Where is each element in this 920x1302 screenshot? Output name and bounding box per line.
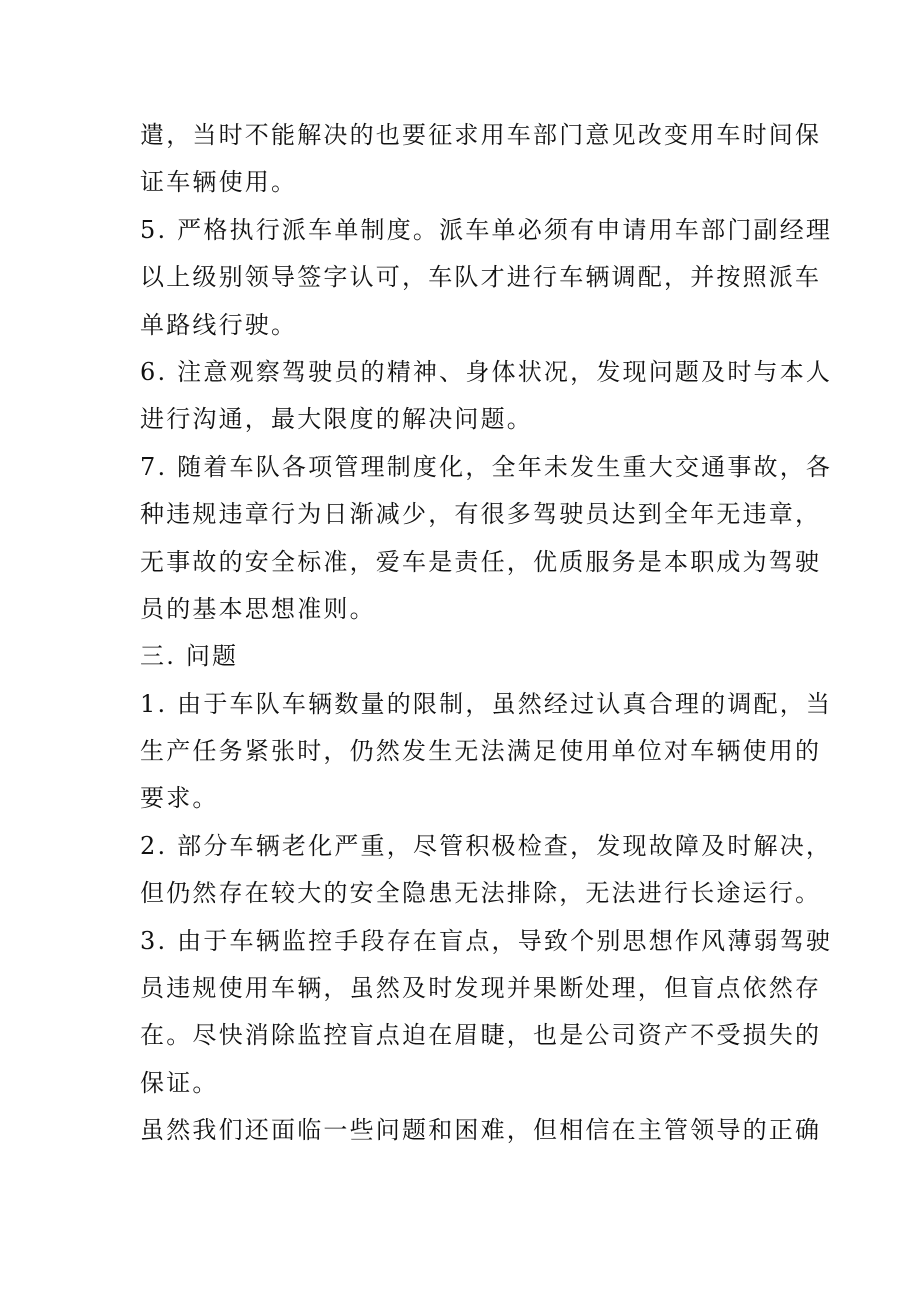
text-line: 在。尽快消除监控盲点迫在眉睫，也是公司资产不受损失的 — [140, 1021, 822, 1050]
text-line: 但仍然存在较大的安全隐患无法排除，无法进行长途运行。 — [140, 879, 822, 908]
text-line: 证车辆使用。 — [140, 168, 298, 197]
text-line: 生产任务紧张时，仍然发生无法满足使用单位对车辆使用的 — [140, 737, 822, 766]
text-line: 5. 严格执行派车单制度。派车单必须有申请用车部门副经理 — [140, 215, 833, 244]
document-body — [140, 112, 833, 1155]
text-line: 遣，当时不能解决的也要征求用车部门意见改变用车时间保 — [140, 121, 822, 149]
text-line: 6. 注意观察驾驶员的精神、身体状况，发现问题及时与本人 — [140, 357, 833, 386]
text-line: 单路线行驶。 — [140, 310, 298, 339]
text-line: 3. 由于车辆监控手段存在盲点，导致个别思想作风薄弱驾驶 — [140, 926, 833, 955]
text-line: 虽然我们还面临一些问题和困难，但相信在主管领导的正确 — [140, 1116, 822, 1145]
text-line: 员的基本思想准则。 — [140, 594, 376, 623]
text-line: 1. 由于车队车辆数量的限制，虽然经过认真合理的调配，当 — [140, 689, 833, 718]
text-line: 以上级别领导签字认可，车队才进行车辆调配，并按照派车 — [140, 263, 822, 292]
text-line: 保证。 — [140, 1068, 219, 1097]
text-line: 7. 随着车队各项管理制度化，全年未发生重大交通事故，各 — [140, 452, 833, 481]
text-line: 无事故的安全标准，爱车是责任，优质服务是本职成为驾驶 — [140, 547, 822, 576]
text-line: 员违规使用车辆，虽然及时发现并果断处理，但盲点依然存 — [140, 974, 822, 1003]
section-heading: 三. 问题 — [140, 642, 239, 671]
text-line: 进行沟通，最大限度的解决问题。 — [140, 405, 533, 434]
text-line: 2. 部分车辆老化严重，尽管积极检查，发现故障及时解决， — [140, 831, 833, 860]
text-line: 要求。 — [140, 784, 219, 813]
text-line: 种违规违章行为日渐减少，有很多驾驶员达到全年无违章， — [140, 500, 822, 529]
